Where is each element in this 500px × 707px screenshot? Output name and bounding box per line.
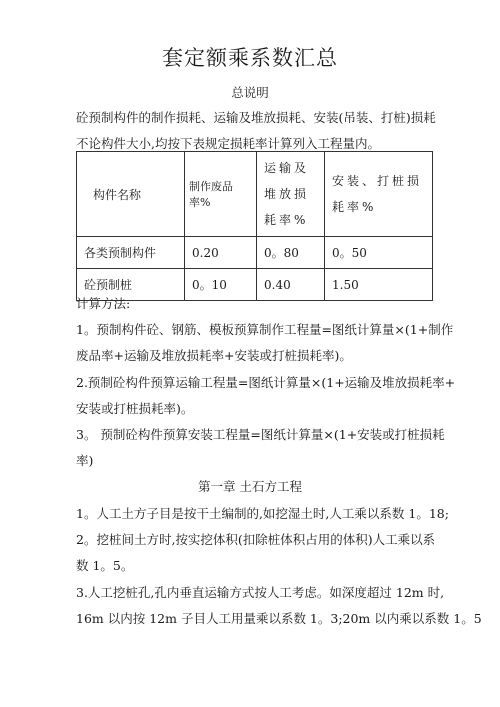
table-row	[77, 237, 433, 269]
table-cell: 1.50	[325, 269, 433, 301]
table-cell: 0。10	[185, 269, 257, 301]
table-cell: 砼预制桩	[77, 269, 185, 301]
chapter-line: 2。挖桩间土方时,按实挖体积(扣除桩体积占用的体积)人工乘以系	[76, 532, 436, 547]
calc-heading: 计算方法:	[76, 296, 131, 311]
table-cell: 0.40	[257, 269, 325, 301]
table-header-cell: 安装、打桩损耗率%	[325, 152, 433, 237]
table-cell: 0.20	[185, 237, 257, 269]
table-cell: 0。50	[325, 237, 433, 269]
chapter-line: 3.人工挖桩孔,孔内垂直运输方式按人工考虑。如深度超过 12m 时,	[76, 585, 445, 600]
calc-line: 3。 预制砼构件预算安装工程量=图纸计算量×(1+安装或打桩损耗	[76, 427, 445, 442]
chapter-title: 第一章 土石方工程	[198, 479, 302, 494]
calc-line: 安装或打桩损耗率)。	[76, 401, 194, 416]
table-cell: 各类预制构件	[77, 237, 185, 269]
table-header-cell: 制作废品率%	[185, 152, 257, 237]
intro-line-2: 不论构件大小,均按下表规定损耗率计算列入工程量内。	[76, 136, 380, 151]
intro-line-1: 砼预制构件的制作损耗、运输及堆放损耗、安装(吊装、打桩)损耗	[76, 110, 436, 125]
calc-line: 2.预制砼构件预算运输工程量=图纸计算量×(1+运输及堆放损耗率+	[76, 375, 456, 390]
calc-line: 率)	[76, 453, 94, 468]
loss-rate-table	[76, 151, 433, 301]
chapter-line: 数 1。5。	[76, 558, 134, 573]
document-title: 套定额乘系数汇总	[162, 46, 338, 70]
calc-line: 1。预制构件砼、钢筋、模板预算制作工程量=图纸计算量×(1+制作	[76, 322, 454, 337]
table-cell: 0。80	[257, 237, 325, 269]
table-header-row	[77, 152, 433, 237]
chapter-line: 1。人工土方子目是按干土编制的,如挖湿土时,人工乘以系数 1。18;	[76, 506, 449, 521]
table-header-cell: 运输及堆放损耗率%	[257, 152, 325, 237]
table-header-cell: 构件名称	[77, 152, 185, 237]
chapter-line: 16m 以内按 12m 子目人工用量乘以系数 1。3;20m 以内乘以系数 1。5	[76, 611, 482, 626]
calc-line: 废品率+运输及堆放损耗率+安装或打桩损耗率)。	[76, 348, 352, 363]
document-subtitle: 总说明	[231, 85, 269, 100]
